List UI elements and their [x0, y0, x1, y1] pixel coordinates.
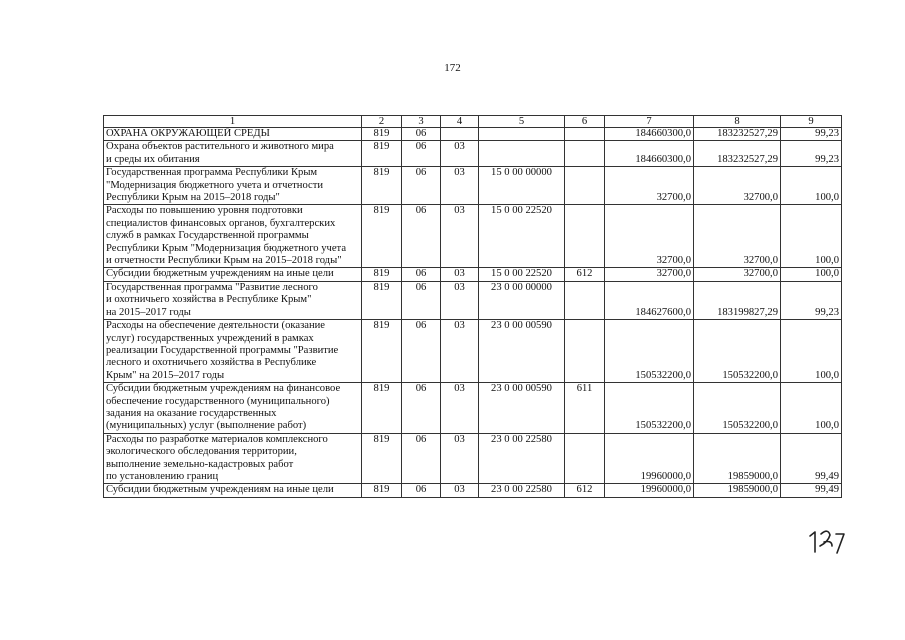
header-cell: 7 [605, 116, 694, 128]
table-row [104, 320, 842, 383]
header-cell: 6 [565, 116, 605, 128]
actual-amount-cell: 150532200,0 [694, 320, 781, 383]
description-line: ОХРАНА ОКРУЖАЮЩЕЙ СРЕДЫ [106, 128, 270, 139]
expense-type-cell [565, 281, 605, 319]
description-line: по установлению границ [106, 470, 219, 482]
section-code-cell: 06 [402, 383, 441, 434]
table-row [104, 268, 842, 281]
description-line: выполнение земельно-кадастровых работ [106, 458, 294, 470]
section-code-cell: 06 [402, 167, 441, 205]
planned-amount-cell: 184660300,0 [605, 141, 694, 167]
description-line: специалистов финансовых органов, бухгалтерских [106, 217, 336, 229]
row-description [104, 320, 362, 383]
handwritten-number-stamp [806, 526, 846, 556]
planned-amount-cell: 19960000,0 [605, 433, 694, 484]
description-line: Субсидии бюджетным учреждениям на иные цели [106, 268, 334, 280]
expense-type-cell [565, 167, 605, 205]
actual-amount-cell: 32700,0 [694, 167, 781, 205]
percent-cell: 100,0 [781, 268, 842, 281]
table-row [104, 128, 842, 141]
expense-type-cell [565, 141, 605, 167]
subsection-code-cell [441, 128, 479, 141]
expense-type-cell [565, 433, 605, 484]
admin-code-cell: 819 [362, 320, 402, 383]
row-description [104, 383, 362, 434]
header-cell: 1 [104, 116, 362, 128]
description-line: и охотничьего хозяйства в Республике Крым" [106, 294, 312, 306]
target-article-cell: 23 0 00 00590 [479, 320, 565, 383]
planned-amount-cell: 32700,0 [605, 205, 694, 268]
target-article-cell: 15 0 00 00000 [479, 167, 565, 205]
description-line: Крым" на 2015–2017 годы [106, 369, 225, 381]
section-code-cell: 06 [402, 484, 441, 497]
actual-amount-cell: 32700,0 [694, 205, 781, 268]
percent-cell: 100,0 [781, 205, 842, 268]
target-article-cell: 15 0 00 22520 [479, 205, 565, 268]
description-line: и среды их обитания [106, 153, 200, 165]
admin-code-cell: 819 [362, 484, 402, 497]
subsection-code-cell: 03 [441, 320, 479, 383]
section-code-cell: 06 [402, 281, 441, 319]
row-description [104, 433, 362, 484]
subsection-code-cell: 03 [441, 433, 479, 484]
target-article-cell: 15 0 00 22520 [479, 268, 565, 281]
target-article-cell [479, 128, 565, 141]
expense-type-cell [565, 320, 605, 383]
percent-cell: 99,49 [781, 433, 842, 484]
description-line: Субсидии бюджетным учреждениям на иные цели [106, 484, 334, 496]
section-code-cell: 06 [402, 205, 441, 268]
subsection-code-cell: 03 [441, 268, 479, 281]
table-row [104, 167, 842, 205]
description-line: (муниципальных) услуг (выполнение работ) [106, 420, 307, 432]
subsection-code-cell: 03 [441, 167, 479, 205]
actual-amount-cell: 183199827,29 [694, 281, 781, 319]
description-line: Расходы по разработке материалов комплексного [106, 433, 328, 445]
table-body [104, 116, 842, 498]
row-description [104, 268, 362, 281]
row-description [104, 128, 362, 141]
description-line: Охрана объектов растительного и животного мира [106, 141, 334, 153]
row-description [104, 281, 362, 319]
planned-amount-cell: 32700,0 [605, 268, 694, 281]
table-row [104, 205, 842, 268]
table-row [104, 141, 842, 167]
percent-cell: 99,23 [781, 141, 842, 167]
description-line: на 2015–2017 годы [106, 306, 191, 318]
header-cell: 2 [362, 116, 402, 128]
subsection-code-cell: 03 [441, 383, 479, 434]
table-row [104, 383, 842, 434]
description-line: экологического обследования территории, [106, 446, 297, 458]
description-line: услуг) государственных учреждений в рамках [106, 332, 314, 344]
actual-amount-cell: 183232527,29 [694, 141, 781, 167]
percent-cell: 99,23 [781, 128, 842, 141]
section-code-cell: 06 [402, 141, 441, 167]
description-line: Республики Крым на 2015–2018 годы" [106, 192, 280, 204]
target-article-cell: 23 0 00 00000 [479, 281, 565, 319]
percent-cell: 100,0 [781, 167, 842, 205]
description-line: Расходы по повышению уровня подготовки [106, 205, 303, 217]
target-article-cell [479, 141, 565, 167]
description-line: Государственная программа "Развитие лесного [106, 281, 318, 293]
table-row [104, 281, 842, 319]
subsection-code-cell: 03 [441, 141, 479, 167]
percent-cell: 99,49 [781, 484, 842, 497]
description-line: Расходы на обеспечение деятельности (оказание [106, 320, 325, 332]
row-description [104, 141, 362, 167]
planned-amount-cell: 32700,0 [605, 167, 694, 205]
planned-amount-cell: 150532200,0 [605, 320, 694, 383]
target-article-cell: 23 0 00 00590 [479, 383, 565, 434]
planned-amount-cell: 150532200,0 [605, 383, 694, 434]
description-line: Субсидии бюджетным учреждениям на финансовое [106, 383, 341, 395]
table-row [104, 484, 842, 497]
expense-type-cell: 612 [565, 268, 605, 281]
planned-amount-cell: 184627600,0 [605, 281, 694, 319]
admin-code-cell: 819 [362, 205, 402, 268]
description-line: "Модернизация бюджетного учета и отчетности [106, 179, 324, 191]
admin-code-cell: 819 [362, 281, 402, 319]
actual-amount-cell: 19859000,0 [694, 433, 781, 484]
table-row [104, 433, 842, 484]
section-code-cell: 06 [402, 268, 441, 281]
admin-code-cell: 819 [362, 383, 402, 434]
admin-code-cell: 819 [362, 128, 402, 141]
actual-amount-cell: 32700,0 [694, 268, 781, 281]
header-cell: 9 [781, 116, 842, 128]
expense-type-cell [565, 205, 605, 268]
header-cell: 5 [479, 116, 565, 128]
section-code-cell: 06 [402, 433, 441, 484]
header-cell: 3 [402, 116, 441, 128]
section-code-cell: 06 [402, 320, 441, 383]
percent-cell: 100,0 [781, 383, 842, 434]
row-description [104, 167, 362, 205]
admin-code-cell: 819 [362, 167, 402, 205]
description-line: Республики Крым "Модернизация бюджетного учета [106, 242, 347, 254]
description-line: и отчетности Республики Крым на 2015–2018 годы" [106, 255, 342, 267]
budget-table [103, 115, 842, 498]
percent-cell: 100,0 [781, 320, 842, 383]
target-article-cell: 23 0 00 22580 [479, 484, 565, 497]
planned-amount-cell: 184660300,0 [605, 128, 694, 141]
expense-type-cell: 611 [565, 383, 605, 434]
actual-amount-cell: 150532200,0 [694, 383, 781, 434]
expense-type-cell: 612 [565, 484, 605, 497]
percent-cell: 99,23 [781, 281, 842, 319]
page-number: 172 [444, 62, 461, 74]
section-code-cell: 06 [402, 128, 441, 141]
target-article-cell: 23 0 00 22580 [479, 433, 565, 484]
subsection-code-cell: 03 [441, 281, 479, 319]
row-description [104, 205, 362, 268]
planned-amount-cell: 19960000,0 [605, 484, 694, 497]
subsection-code-cell: 03 [441, 205, 479, 268]
description-line: Государственная программа Республики Крым [106, 167, 318, 179]
header-cell: 4 [441, 116, 479, 128]
admin-code-cell: 819 [362, 268, 402, 281]
description-line: задания на оказание государственных [106, 407, 277, 419]
expense-type-cell [565, 128, 605, 141]
description-line: реализации Государственной программы "Развитие [106, 344, 339, 356]
admin-code-cell: 819 [362, 141, 402, 167]
header-cell: 8 [694, 116, 781, 128]
actual-amount-cell: 19859000,0 [694, 484, 781, 497]
subsection-code-cell: 03 [441, 484, 479, 497]
actual-amount-cell: 183232527,29 [694, 128, 781, 141]
description-line: служб в рамках Государственной программы [106, 230, 309, 242]
header-row [104, 116, 842, 128]
row-description [104, 484, 362, 497]
admin-code-cell: 819 [362, 433, 402, 484]
description-line: обеспечение государственного (муниципального) [106, 395, 330, 407]
description-line: лесного и охотничьего хозяйства в Республике [106, 357, 317, 369]
